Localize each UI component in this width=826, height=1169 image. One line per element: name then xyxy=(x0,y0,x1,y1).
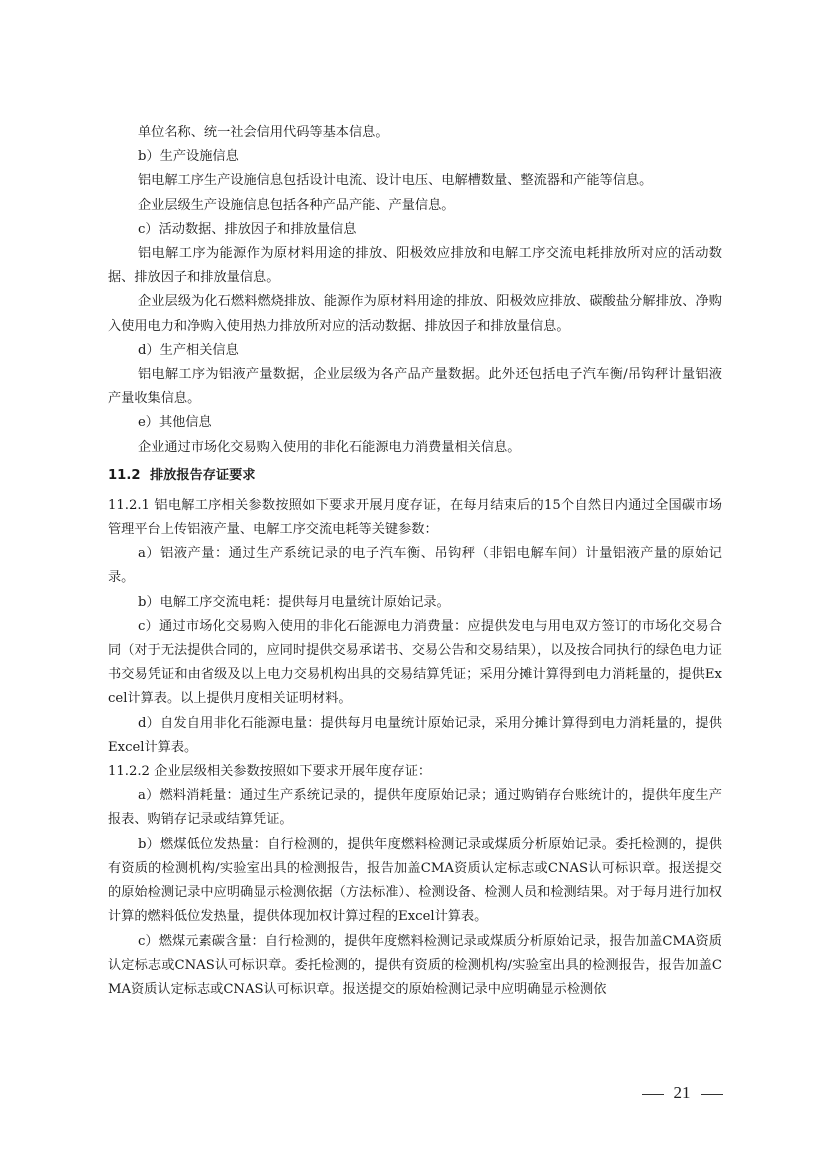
paragraph: 11.2.1 铝电解工序相关参数按照如下要求开展月度存证，在每月结束后的15个自然日内通过全国碳市场管理平台上传铝液产量、电解工序交流电耗等关键参数： xyxy=(108,497,722,538)
footer-dash-right xyxy=(701,1094,723,1095)
paragraph: c）通过市场化交易购入使用的非化石能源电力消费量：应提供发电与用电双方签订的市场化交易合同（对于无法提供合同的，应同时提供交易承诺书、交易公告和交易结果），以及按合同执行的绿色电力证书交易凭证和由省级及以上电力交易机构出具的交易结算凭证；采用分摊计算得到电力消耗量的，提供Excel计算表。以上提供月度相关证明材料。 xyxy=(108,618,722,707)
paragraph: b）电解工序交流电耗：提供每月电量统计原始记录。 xyxy=(138,594,450,610)
paragraph: c）活动数据、排放因子和排放量信息 xyxy=(138,221,357,237)
paragraph: 单位名称、统一社会信用代码等基本信息。 xyxy=(138,125,389,140)
page-footer xyxy=(630,1083,734,1103)
paragraph: c）燃煤元素碳含量：自行检测的，提供年度燃料检测记录或煤质分析原始记录，报告加盖CMA资质认定标志或CNAS认可标识章。委托检测的，提供有资质的检测机构/实验室出具的检测报告，报告加盖CMA资质认定标志或CNAS认可标识章。报送提交的原始检测记录中应明确显示检测依 xyxy=(108,933,722,997)
footer-dash-left xyxy=(642,1094,664,1095)
paragraph: d）自发自用非化石能源电量：提供每月电量统计原始记录，采用分摊计算得到电力消耗量的，提供Excel计算表。 xyxy=(108,715,722,755)
section-title: 排放报告存证要求 xyxy=(150,467,256,483)
page-number: 21 xyxy=(673,1083,691,1102)
section-number: 11.2 xyxy=(108,467,141,483)
paragraph: 11.2.2 企业层级相关参数按照如下要求开展年度存证： xyxy=(108,764,432,780)
paragraph: d）生产相关信息 xyxy=(138,342,239,358)
paragraph: 铝电解工序生产设施信息包括设计电流、设计电压、电解槽数量、整流器和产能等信息。 xyxy=(138,173,653,189)
paragraph: 企业层级为化石燃料燃烧排放、能源作为原材料用途的排放、阳极效应排放、碳酸盐分解排放、净购入使用电力和净购入使用热力排放所对应的活动数据、排放因子和排放量信息。 xyxy=(108,294,722,334)
paragraph: e）其他信息 xyxy=(138,415,212,431)
paragraph: 企业通过市场化交易购入使用的非化石能源电力消费量相关信息。 xyxy=(138,439,521,455)
paragraph: b）燃煤低位发热量：自行检测的，提供年度燃料检测记录或煤质分析原始记录。委托检测的，提供有资质的检测机构/实验室出具的检测报告，报告加盖CMA资质认定标志或CNAS认可标识章。报送提交的原始检测记录中应明确显示检测依据（方法标准）、检测设备、检测人员和检测结果。对于每月进行加权计算的燃料低位发热量，提供体现加权计算过程的Excel计算表。 xyxy=(108,836,722,925)
paragraph: 铝电解工序为能源作为原材料用途的排放、阳极效应排放和电解工序交流电耗排放所对应的活动数据、排放因子和排放量信息。 xyxy=(108,246,722,286)
paragraph: 企业层级生产设施信息包括各种产品产能、产量信息。 xyxy=(138,197,455,213)
section-heading xyxy=(108,464,722,488)
paragraph-group-2 xyxy=(108,494,722,1002)
paragraph: a）铝液产量：通过生产系统记录的电子汽车衡、吊钩秤（非铝电解车间）计量铝液产量的原始记录。 xyxy=(108,546,722,586)
paragraph: a）燃料消耗量：通过生产系统记录的，提供年度原始记录；通过购销存台账统计的，提供年度生产报表、购销存记录或结算凭证。 xyxy=(108,788,722,828)
paragraph-group-1 xyxy=(108,121,722,460)
page-body xyxy=(108,121,722,1002)
paragraph: b）生产设施信息 xyxy=(138,149,239,165)
paragraph: 铝电解工序为铝液产量数据，企业层级为各产品产量数据。此外还包括电子汽车衡/吊钩秤计量铝液产量收集信息。 xyxy=(108,367,722,407)
